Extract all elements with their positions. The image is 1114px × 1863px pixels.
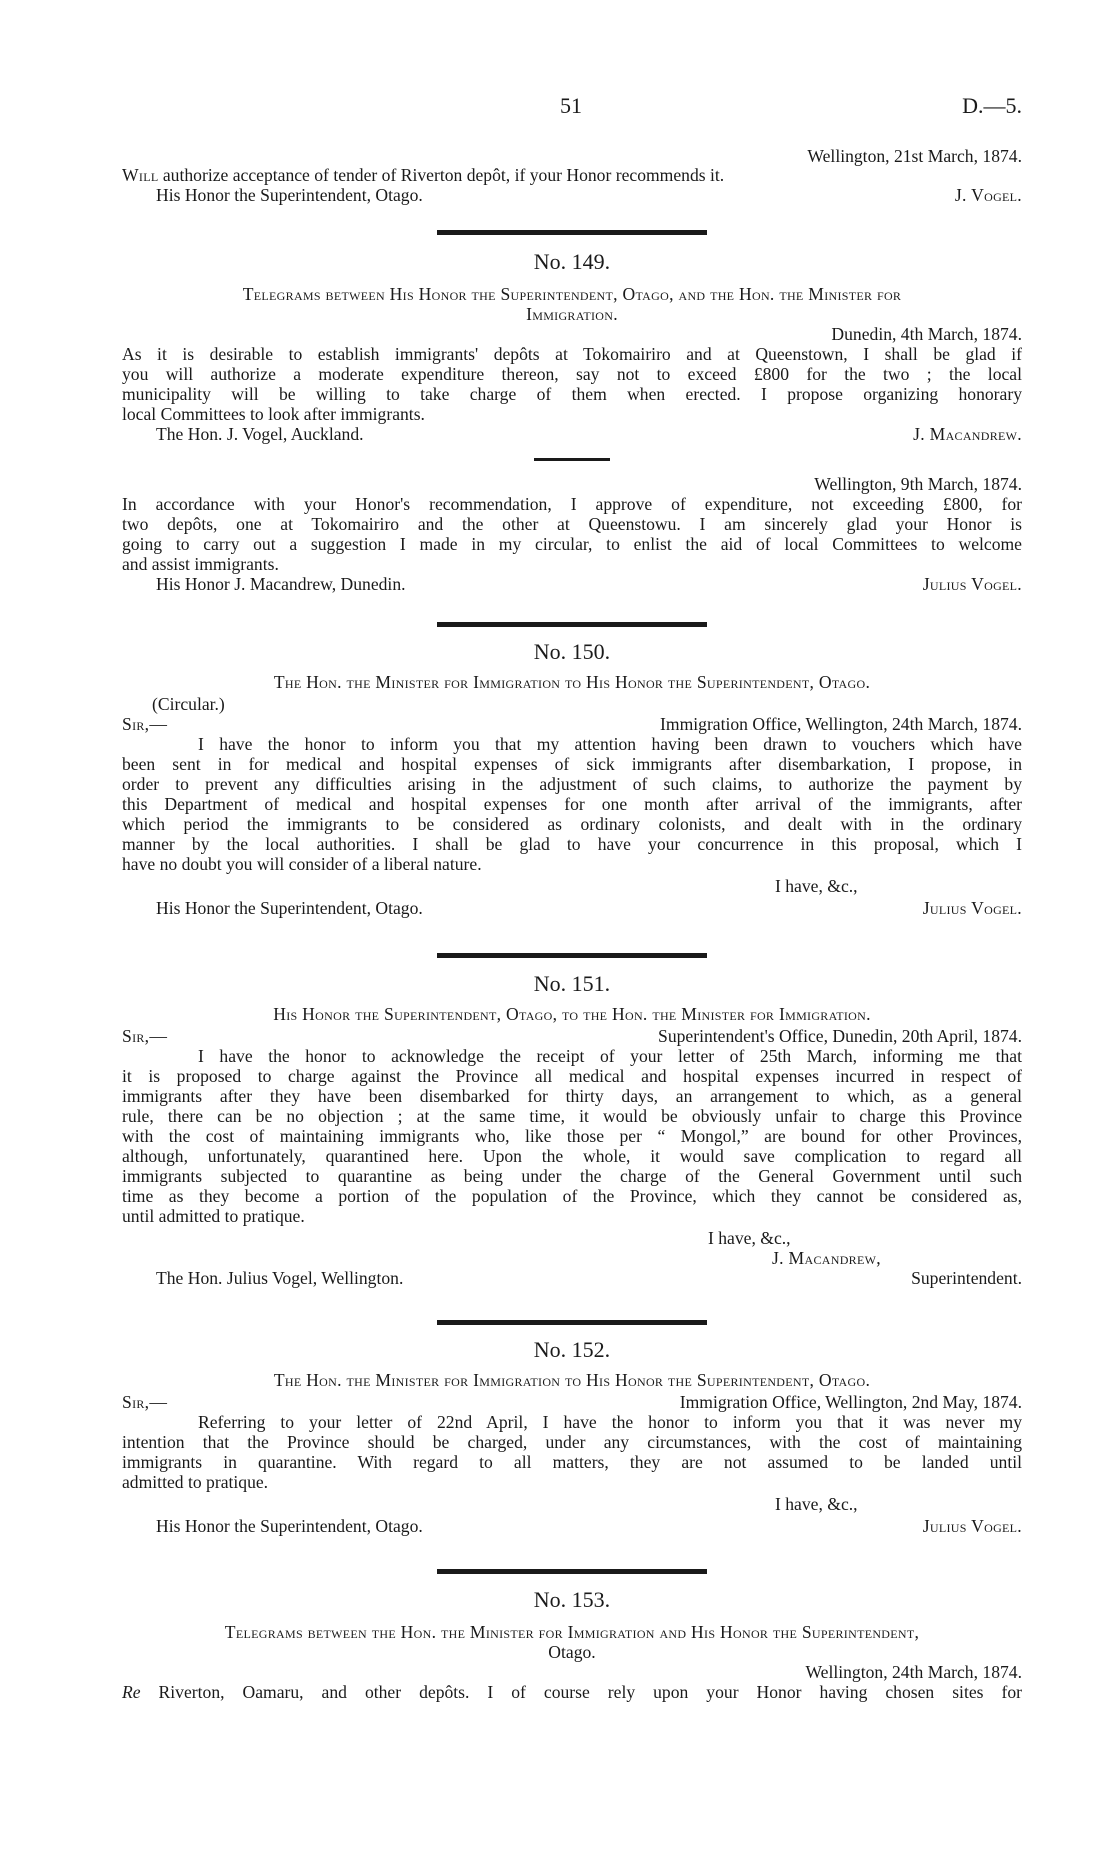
telegram-149a-dateline: Dunedin, 4th March, 1874. — [831, 324, 1022, 344]
letter-152-line: intention that the Province should be charged, under any circumstances, with the cost of maintaining — [122, 1432, 1022, 1452]
letter-151-line: with the cost of maintaining immigrants who, like those per “ Mongol,” are bound for other Provinces, — [122, 1126, 1022, 1146]
telegram-149b-addressee: His Honor J. Macandrew, Dunedin. — [156, 574, 406, 594]
letter-151-line: immigrants subjected to quarantine as being under the charge of the General Government until such — [122, 1166, 1022, 1186]
letter-150-addressee: His Honor the Superintendent, Otago. — [156, 898, 423, 918]
letter-151-closing: I have, &c., — [708, 1228, 791, 1248]
letter-152-dateline: Immigration Office, Wellington, 2nd May, 1874. — [679, 1392, 1022, 1412]
section-number-150: No. 150. — [533, 639, 611, 664]
section-number-151: No. 151. — [533, 971, 611, 996]
letter-152-salutation: Sir,— — [122, 1392, 168, 1412]
letter-150-line: manner by the local authorities. I shall be glad to have your concurrence in this proposal, which I — [122, 834, 1022, 854]
letter-152-addressee: His Honor the Superintendent, Otago. — [156, 1516, 423, 1536]
letter-152-line: immigrants in quarantine. With regard to all matters, they are not assumed to be landed until — [122, 1452, 1022, 1472]
telegram-149a-signature — [122, 424, 1022, 444]
section-title-149: Telegrams between His Honor the Superintendent, Otago, and the Hon. the Minister for — [242, 284, 902, 304]
section-title-151: His Honor the Superintendent, Otago, to the Hon. the Minister for Immigration. — [273, 1004, 871, 1024]
letter-150-line: this Department of medical and hospital expenses for one month after arrival of the immigrants, after — [122, 794, 1022, 814]
telegram-153-dateline: Wellington, 24th March, 1874. — [805, 1662, 1022, 1682]
telegram-153-body — [122, 1682, 1022, 1702]
letter-150-line: I have the honor to inform you that my attention having been drawn to vouchers which have — [198, 734, 1022, 754]
letter-150-line: order to prevent any difficulties arising in the adjustment of such claims, to authorize the payment by — [122, 774, 1022, 794]
section-divider — [437, 1569, 707, 1574]
section-divider — [437, 622, 707, 627]
letter-150-salutation: Sir,— — [122, 714, 168, 734]
section-divider — [437, 953, 707, 958]
telegram-149b-signature — [122, 574, 1022, 594]
telegram-149a-line: As it is desirable to establish immigrants' depôts at Tokomairiro and at Queenstown, I shall be glad if — [122, 344, 1022, 364]
page-number: 51 — [560, 93, 582, 118]
letter-150-line: have no doubt you will consider of a liberal nature. — [122, 854, 482, 874]
telegram-149b-line: two depôts, one at Tokomairiro and the other at Queenstowu. I am sincerely glad your Honor is — [122, 514, 1022, 534]
intro-addressee: His Honor the Superintendent, Otago. — [156, 185, 423, 205]
section-divider — [437, 1320, 707, 1325]
letter-151-line: time as they become a portion of the population of the Province, which they cannot be considered as, — [122, 1186, 1022, 1206]
section-title-150: The Hon. the Minister for Immigration to His Honor the Superintendent, Otago. — [273, 672, 871, 692]
telegram-153-lead: Re — [122, 1682, 141, 1702]
telegram-149a-line: municipality will be willing to take charge of them when erected. I propose organizing honorary — [122, 384, 1022, 404]
section-divider — [437, 230, 707, 235]
telegram-149b-line: and assist immigrants. — [122, 554, 279, 574]
letter-151-line: immigrants after they have been disembarked for thirty days, an arrangement to which, as a general — [122, 1086, 1022, 1106]
section-title-153-line2: Otago. — [548, 1642, 596, 1662]
section-number-153: No. 153. — [533, 1587, 611, 1612]
telegram-149b-dateline: Wellington, 9th March, 1874. — [814, 474, 1022, 494]
section-title-152: The Hon. the Minister for Immigration to His Honor the Superintendent, Otago. — [273, 1370, 871, 1390]
circular-label: (Circular.) — [152, 694, 225, 714]
letter-151-dateline: Superintendent's Office, Dunedin, 20th April, 1874. — [658, 1026, 1022, 1046]
letter-150-signature — [122, 898, 1022, 918]
letter-151-salutation: Sir,— — [122, 1026, 168, 1046]
letter-150-dateline: Immigration Office, Wellington, 24th March, 1874. — [660, 714, 1022, 734]
telegram-149a-line: you will authorize a moderate expenditure thereon, say not to exceed £800 for the two ; the local — [122, 364, 1022, 384]
document-reference: D.—5. — [962, 93, 1022, 118]
section-number-149: No. 149. — [533, 249, 611, 274]
telegram-149a-addressee: The Hon. J. Vogel, Auckland. — [156, 424, 364, 444]
telegram-149a-signature-text: J. Macandrew. — [913, 424, 1022, 444]
letter-150-line: been sent in for medical and hospital expenses of sick immigrants after disembarkation, I propose, in — [122, 754, 1022, 774]
intro-signature-text: J. Vogel. — [954, 185, 1022, 205]
letter-151-line: I have the honor to acknowledge the receipt of your letter of 25th March, informing me that — [198, 1046, 1022, 1066]
message-divider — [534, 458, 610, 461]
intro-first-word: Will — [122, 165, 159, 185]
intro-dateline: Wellington, 21st March, 1874. — [807, 146, 1022, 166]
section-title-149-line2: Immigration. — [526, 304, 618, 324]
letter-151-signature-text: J. Macandrew, — [772, 1248, 881, 1268]
intro-body — [122, 165, 1022, 185]
letter-152-closing: I have, &c., — [775, 1494, 858, 1514]
telegram-149a-line: local Committees to look after immigrants. — [122, 404, 425, 424]
letter-150-signature-text: Julius Vogel. — [922, 898, 1022, 918]
telegram-149b-signature-text: Julius Vogel. — [922, 574, 1022, 594]
letter-152-line: admitted to pratique. — [122, 1472, 269, 1492]
section-number-152: No. 152. — [533, 1337, 611, 1362]
intro-signature — [122, 185, 1022, 205]
letter-152-signature-text: Julius Vogel. — [922, 1516, 1022, 1536]
telegram-153-body-text: Riverton, Oamaru, and other depôts. I of course rely upon your Honor having chosen sites for — [140, 1682, 1022, 1702]
letter-151-line: until admitted to pratique. — [122, 1206, 305, 1226]
letter-151-line: although, unfortunately, quarantined here. Upon the whole, it would save complication to regard all — [122, 1146, 1022, 1166]
telegram-149b-line: In accordance with your Honor's recommendation, I approve of expenditure, not exceeding £800, for — [122, 494, 1022, 514]
letter-152-line: Referring to your letter of 22nd April, I have the honor to inform you that it was never my — [198, 1412, 1022, 1432]
letter-151-addressee: The Hon. Julius Vogel, Wellington. — [156, 1268, 404, 1288]
letter-150-closing: I have, &c., — [775, 876, 858, 896]
telegram-149b-line: going to carry out a suggestion I made in my circular, to enlist the aid of local Committees to welcome — [122, 534, 1022, 554]
intro-body-text: authorize acceptance of tender of Riverton depôt, if your Honor recommends it. — [158, 165, 725, 185]
letter-151-signature-title: Superintendent. — [911, 1268, 1022, 1288]
letter-150-line: which period the immigrants to be considered as ordinary colonists, and dealt with in the ordinary — [122, 814, 1022, 834]
section-title-153: Telegrams between the Hon. the Minister for Immigration and His Honor the Superintendent, — [224, 1622, 920, 1642]
letter-151-line: it is proposed to charge against the Province all medical and hospital expenses incurred in respect of — [122, 1066, 1022, 1086]
letter-152-signature — [122, 1516, 1022, 1536]
letter-151-line: rule, there can be no objection ; at the same time, it would be obviously unfair to charge this Province — [122, 1106, 1022, 1126]
letter-151-signature — [122, 1248, 1114, 1268]
